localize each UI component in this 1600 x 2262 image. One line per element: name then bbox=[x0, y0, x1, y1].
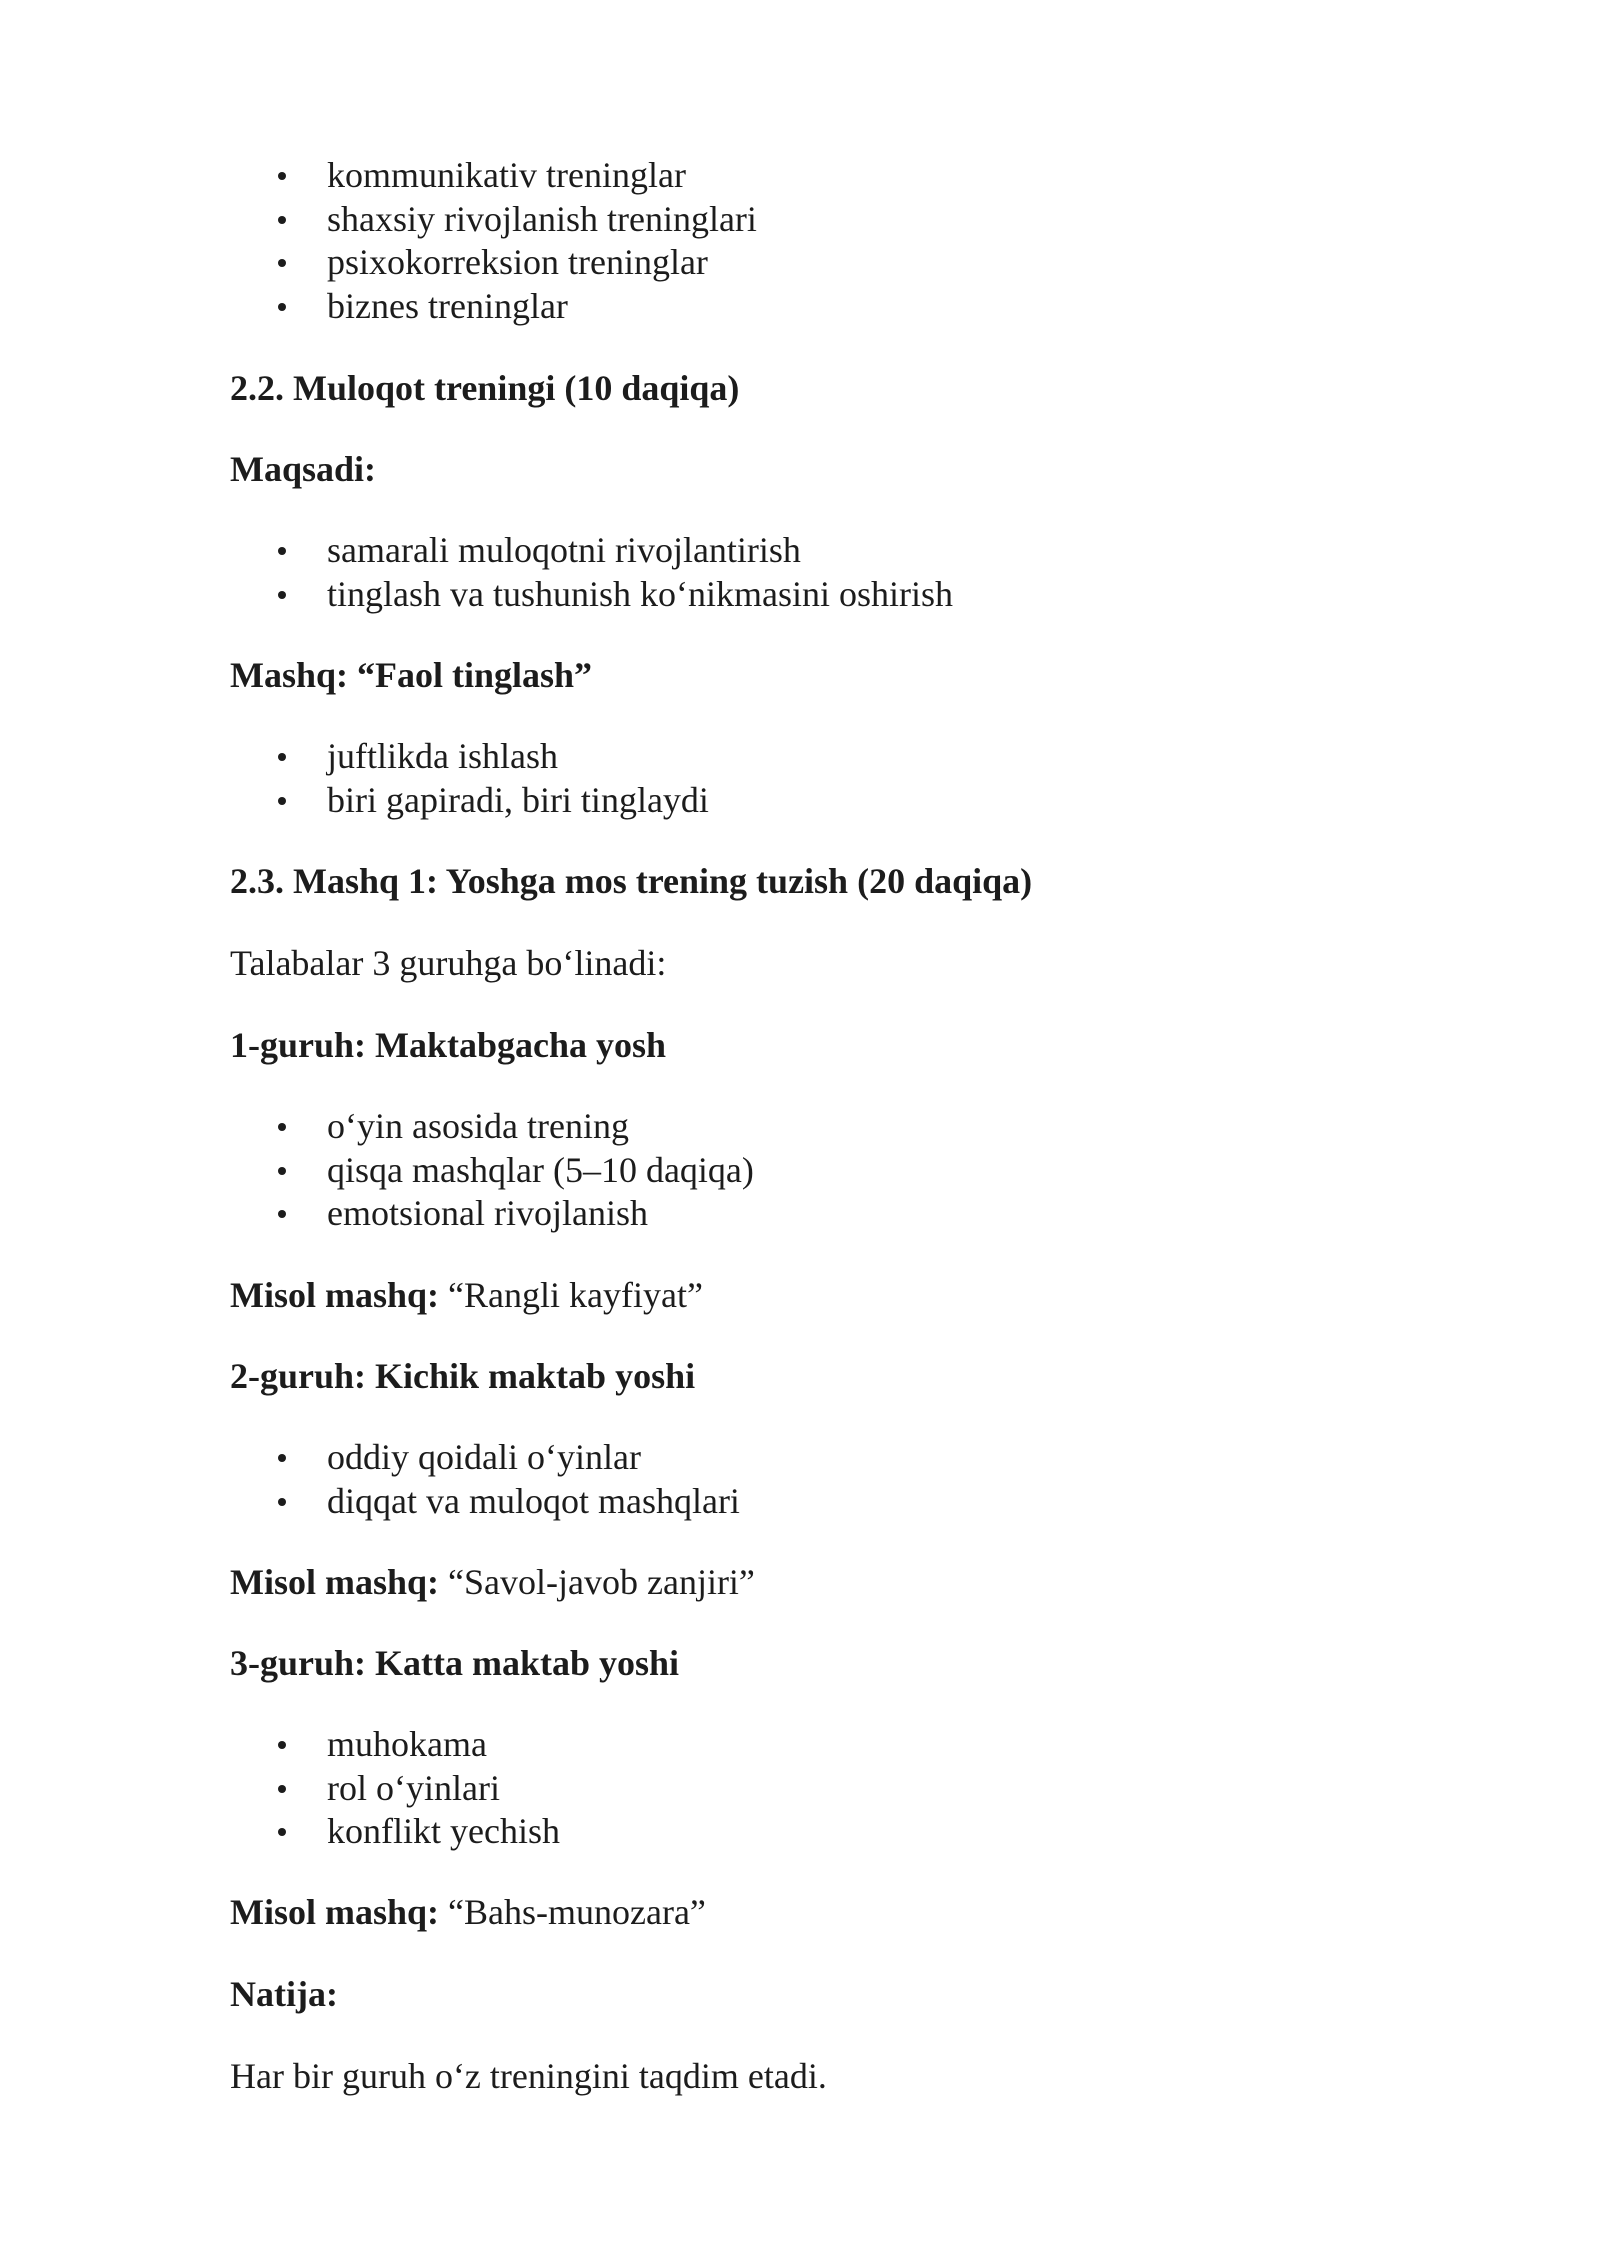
list-item bbox=[230, 1810, 560, 1854]
paragraph-result: Har bir guruh o‘z treningini taqdim etadi. bbox=[230, 2056, 827, 2096]
bullet-icon bbox=[278, 216, 286, 224]
bullet-icon bbox=[278, 172, 286, 180]
section-heading-2-3: 2.3. Mashq 1: Yoshga mos trening tuzish (20 daqiqa) bbox=[230, 861, 1033, 901]
list-item-text: juftlikda ishlash bbox=[327, 736, 558, 776]
goals-list bbox=[230, 529, 953, 616]
group1-example bbox=[230, 1273, 703, 1317]
list-item bbox=[230, 1105, 754, 1149]
group3-heading: 3-guruh: Katta maktab yoshi bbox=[230, 1643, 680, 1683]
list-item-text: samarali muloqotni rivojlantirish bbox=[327, 530, 801, 570]
exercise-heading-faol: Mashq: “Faol tinglash” bbox=[230, 655, 593, 695]
natija-heading: Natija: bbox=[230, 1974, 338, 2014]
section-heading-2-2: 2.2. Muloqot treningi (10 daqiqa) bbox=[230, 368, 740, 408]
example-text: “Savol-javob zanjiri” bbox=[448, 1562, 755, 1602]
bullet-icon bbox=[278, 797, 286, 805]
example-text: “Rangli kayfiyat” bbox=[448, 1275, 703, 1315]
list-item-text: tinglash va tushunish ko‘nikmasini oshirish bbox=[327, 573, 953, 614]
exercise-steps-list bbox=[230, 735, 709, 822]
list-item bbox=[230, 1436, 740, 1480]
group2-list bbox=[230, 1436, 740, 1523]
list-item bbox=[230, 1149, 754, 1193]
example-text: “Bahs-munozara” bbox=[448, 1892, 706, 1932]
example-label: Misol mashq: bbox=[230, 1275, 440, 1315]
list-item-text: shaxsiy rivojlanish treninglari bbox=[327, 198, 757, 239]
group1-list bbox=[230, 1105, 754, 1236]
list-item-text: qisqa mashqlar (5–10 daqiqa) bbox=[327, 1149, 754, 1190]
bullet-icon bbox=[278, 303, 286, 311]
list-item-text: rol o‘yinlari bbox=[327, 1767, 500, 1808]
list-item bbox=[230, 1480, 740, 1524]
bullet-icon bbox=[278, 1785, 286, 1793]
list-item bbox=[230, 198, 757, 242]
group3-example bbox=[230, 1890, 706, 1934]
bullet-icon bbox=[278, 1123, 286, 1131]
bullet-icon bbox=[278, 1498, 286, 1506]
group3-list bbox=[230, 1723, 560, 1854]
list-item-text: kommunikativ treninglar bbox=[327, 155, 686, 195]
list-item-text: konflikt yechish bbox=[327, 1811, 560, 1852]
bullet-icon bbox=[278, 259, 286, 267]
bullet-icon bbox=[278, 1454, 286, 1462]
list-item-text: emotsional rivojlanish bbox=[327, 1193, 648, 1234]
list-item bbox=[230, 735, 709, 779]
bullet-icon bbox=[278, 1741, 286, 1749]
list-item bbox=[230, 1192, 754, 1236]
list-item bbox=[230, 285, 757, 329]
example-label: Misol mashq: bbox=[230, 1892, 440, 1932]
list-item bbox=[230, 573, 953, 617]
bullet-icon bbox=[278, 1167, 286, 1175]
list-item-text: muhokama bbox=[327, 1724, 487, 1764]
list-item-text: oddiy qoidali o‘yinlar bbox=[327, 1437, 641, 1477]
list-item-text: biri gapiradi, biri tinglaydi bbox=[327, 779, 709, 820]
bullet-icon bbox=[278, 547, 286, 555]
group2-example bbox=[230, 1560, 755, 1604]
training-types-list bbox=[230, 154, 757, 329]
paragraph-groups: Talabalar 3 guruhga bo‘linadi: bbox=[230, 943, 667, 983]
list-item bbox=[230, 1723, 560, 1767]
list-item-text: psixokorreksion treninglar bbox=[327, 242, 708, 283]
example-label: Misol mashq: bbox=[230, 1562, 440, 1602]
list-item-text: o‘yin asosida trening bbox=[327, 1106, 629, 1146]
list-item bbox=[230, 529, 953, 573]
bullet-icon bbox=[278, 753, 286, 761]
bullet-icon bbox=[278, 1210, 286, 1218]
bullet-icon bbox=[278, 1828, 286, 1836]
list-item bbox=[230, 1767, 560, 1811]
group2-heading: 2-guruh: Kichik maktab yoshi bbox=[230, 1356, 696, 1396]
list-item-text: biznes treninglar bbox=[327, 286, 568, 327]
list-item bbox=[230, 154, 757, 198]
bullet-icon bbox=[278, 591, 286, 599]
group1-heading: 1-guruh: Maktabgacha yosh bbox=[230, 1025, 667, 1065]
list-item-text: diqqat va muloqot mashqlari bbox=[327, 1480, 740, 1521]
list-item bbox=[230, 241, 757, 285]
list-item bbox=[230, 779, 709, 823]
maqsadi-heading: Maqsadi: bbox=[230, 449, 377, 489]
